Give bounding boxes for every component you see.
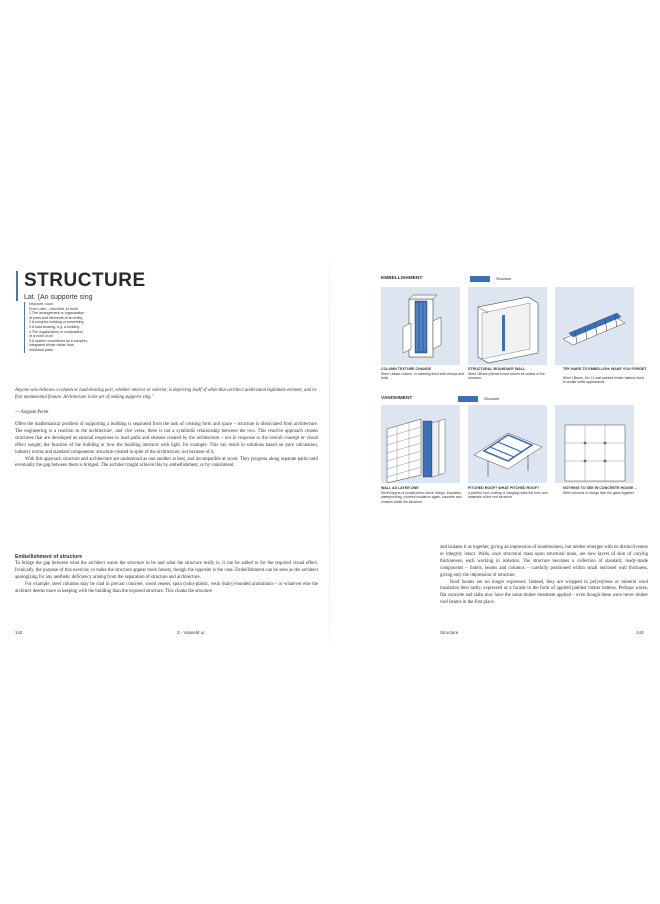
embellishment-label: EMBELLISHMENT bbox=[381, 276, 423, 281]
definition-line: 3 A load-bearing, e.g. a building bbox=[29, 324, 80, 329]
structure-swatch bbox=[470, 276, 490, 282]
illustration-layered-wall bbox=[381, 405, 460, 483]
structure-swatch-label: Structure bbox=[484, 397, 500, 401]
epigraph-author: — Auguste Perret bbox=[15, 410, 49, 415]
caption-text: Steel columns or fixings hide the glass together bbox=[563, 491, 635, 495]
caption-title: WALL AS LAYER ONE bbox=[381, 486, 419, 490]
illustration-timber-battens bbox=[555, 287, 634, 365]
definition-line: 5 A system considered as a complex, bbox=[29, 338, 89, 343]
body-text-right bbox=[440, 545, 648, 607]
running-head-right: Structure bbox=[440, 630, 459, 635]
definition-line: individual parts bbox=[29, 347, 53, 352]
epigraph-quote: Anyone who believes a column or load-bearing part, whether interior or exterior, is depriving itself of while that architect understand legitimate element, and its first monumental feature. Architecture is the art of making supports sing." bbox=[15, 388, 317, 400]
definition-line: integrated whole rather than bbox=[29, 343, 74, 348]
structure-swatch bbox=[458, 396, 478, 402]
illustration-column-cladding bbox=[381, 287, 460, 365]
caption-title: STRUCTURAL BOUNDARY WALL bbox=[468, 367, 526, 371]
definition-line: 1 The arrangement or organization bbox=[29, 311, 85, 316]
paragraph: and isolates it as together, giving an impression of seamlessness, but neither emerges with its distinctiveness or integrity intact. Walls, once structural mass upon structural mass, are now layers of skin of varying thicknesses, each working in isolation. The structure becomes a collection of standard, ready-made components – lintels, beams and columns – carefully positioned within small enclosed wall thickness, giving only the impression of structure. bbox=[440, 545, 648, 578]
caption-text: A pitched roof, coating or hanging hides the form and materials of the roof structure bbox=[468, 491, 548, 500]
page-number-right: 143 bbox=[636, 630, 644, 635]
structure-swatch-label: Structure bbox=[496, 277, 512, 281]
book-gutter bbox=[329, 262, 330, 642]
vanishment-label: VANISHMENT bbox=[381, 396, 413, 401]
caption-text: Steel I-beam column, or cladding fixed with clamps and bolts bbox=[381, 372, 464, 381]
caption-title: PITCHED ROOF? WHAT PITCHED ROOF? bbox=[468, 486, 540, 490]
paragraph: For example, steel columns may be clad in precast concrete, wood veneer, spun (rain)-plastic, resin (hairy)-bonded aluminium – or whatever else the architect deems more in keeping with the building than the exposed structure. This cloaks the structure bbox=[15, 581, 318, 594]
page-title: STRUCTURE bbox=[24, 270, 146, 291]
illustration-pitched-roof bbox=[468, 405, 547, 483]
caption-title: TRY HARD TO EMBELLISH: MAKE YOU FORGET bbox=[563, 367, 647, 371]
paragraph: To bridge the gap between what the architect wants the structure to be and what the structure really is, it can be added to for the required visual effect. Ironically, the purpose of this exercise, to make the structure appear more honest, though the opposite is the case. Embellishment can be seen as the architect apologizing for any aesthetic deficiency arising from the separation of structure and architecture. bbox=[15, 561, 318, 580]
running-head-left: 3 · Vaaseld ur bbox=[177, 630, 205, 635]
body-text-embellishment bbox=[15, 561, 318, 596]
definition-line: structure, noun bbox=[29, 302, 53, 306]
definition-line: 2 A complex building or something bbox=[29, 320, 84, 325]
caption-title: NOTHING TO SEE IN CONCRETE HOUSE ... bbox=[563, 486, 638, 490]
section-subhead: Embellishment of structure bbox=[15, 554, 83, 560]
body-text-intro bbox=[15, 422, 318, 470]
definition-block bbox=[24, 302, 149, 353]
page-number-left: 142 bbox=[15, 630, 23, 635]
paragraph: Roof beams are no longer expressed. Instead, they are wrapped in polystyrene or mineral wool insulation then lastly, expressed as a facade in the form of applied painted timber battens. Perhaps worse, flat concrete and slabs may have the same timber treatment applied – even though these were never timber roof beams in the first place. bbox=[440, 579, 648, 606]
title-block bbox=[16, 271, 146, 301]
page-subtitle: Lat. (An supporte sing bbox=[24, 294, 93, 301]
definition-line: 4 The organization or composition bbox=[29, 329, 84, 334]
definition-line: From Latin – structūra, to build bbox=[29, 306, 78, 311]
illustration-boundary-wall bbox=[468, 287, 547, 365]
caption-text: Steel I-Beam, 10x 11 wall painted timber battens fixed to create softer appearance bbox=[563, 376, 644, 385]
paragraph: Often the mathematical problem of supporting a building is separated from the task of creating form and space – structure is dissociated from architecture. The engineering is a reaction to the architecture', and vice versa; there is not a symbiotic relationship between the two. This reactive approach creates structures that are developed as rational responses to load paths and stresses created by the architecture – not in response to the overall concept or visual effect sought; the function of the building or how the building interacts with light, for example. This can result in solutions based on pure calculation, industry norms and standard components: structure created in spite of the architecture, not because of it. bbox=[15, 422, 318, 455]
caption-text: Seven layers of construction: block, fixings, insulation, waterproofing, covered insulation again, concrete and crosses within the structure bbox=[381, 491, 463, 504]
definition-line: of parts and elements of an entity, bbox=[29, 315, 83, 320]
caption-title: COLUMN TEXTURE CHANGE bbox=[381, 367, 432, 371]
caption-text: Steel I-Beam (clients board covers as outline of the structure bbox=[468, 372, 545, 381]
illustration-concrete-house bbox=[555, 405, 634, 483]
definition-line: of a work of art bbox=[29, 334, 53, 339]
paragraph: With this approach structure and architecture are understood as one another at best, and incompatible at worst. They progress along separate paths until eventually the gap between them is bridged. The architect might achieve this by embellishment, or by vanishment. bbox=[15, 456, 318, 469]
